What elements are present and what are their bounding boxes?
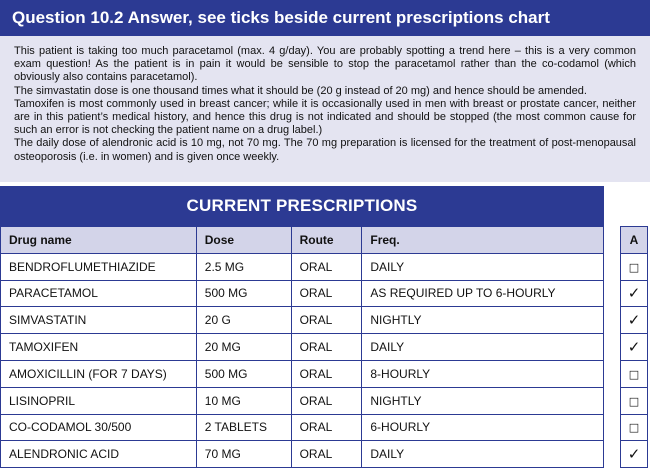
freq-cell: DAILY <box>362 253 604 280</box>
column-header-route: Route <box>291 227 362 254</box>
dose-cell: 500 MG <box>196 360 291 387</box>
table-row <box>1 387 604 414</box>
drug-name-cell: ALENDRONIC ACID <box>1 441 197 468</box>
answer-row <box>621 253 648 280</box>
route-cell: ORAL <box>291 307 362 334</box>
answer-paragraph: The simvastatin dose is one thousand times what it should be (20 g instead of 20 mg) and hence should be amended. <box>14 84 587 97</box>
checkbox-icon: □ <box>628 367 640 381</box>
dose-cell: 10 MG <box>196 387 291 414</box>
route-cell: ORAL <box>291 334 362 361</box>
answer-mark <box>621 360 648 387</box>
drug-name-cell: BENDROFLUMETHIAZIDE <box>1 253 197 280</box>
drug-name-cell: TAMOXIFEN <box>1 334 197 361</box>
answer-row <box>621 280 648 307</box>
question-title: Question 10.2 Answer, see ticks beside current prescriptions chart <box>0 0 650 36</box>
table-row <box>1 253 604 280</box>
route-cell: ORAL <box>291 414 362 441</box>
table-row <box>1 414 604 441</box>
answer-row <box>621 334 648 361</box>
column-header-drug-name: Drug name <box>1 227 197 254</box>
route-cell: ORAL <box>291 280 362 307</box>
checkbox-icon: □ <box>628 260 640 274</box>
freq-cell: NIGHTLY <box>362 387 604 414</box>
answer-mark <box>621 307 648 334</box>
drug-name-cell: CO-CODAMOL 30/500 <box>1 414 197 441</box>
table-row <box>1 334 604 361</box>
freq-cell: AS REQUIRED UP TO 6-HOURLY <box>362 280 604 307</box>
answer-paragraph: Tamoxifen is most commonly used in breast cancer; while it is occasionally used in men with breast or prostate cancer, neither are in this patient’s medical history, and hence this drug is not indicated and should be stopped (the most common cause for such an error is not checking the patient name on a drug label.) <box>14 97 636 137</box>
checkmark-icon: ✓ <box>627 338 641 357</box>
drug-name-cell: AMOXICILLIN (FOR 7 DAYS) <box>1 360 197 387</box>
prescriptions-title: CURRENT PRESCRIPTIONS <box>0 186 604 226</box>
checkbox-icon: □ <box>628 421 640 435</box>
answer-explanation <box>0 36 650 182</box>
freq-cell: NIGHTLY <box>362 307 604 334</box>
checkmark-icon: ✓ <box>627 284 641 303</box>
answer-column-header: A <box>621 227 648 254</box>
answer-row <box>621 307 648 334</box>
column-header-freq: Freq. <box>362 227 604 254</box>
answer-paragraph: This patient is taking too much paracetamol (max. 4 g/day). You are probably spotting a trend here – this is a very common exam question! As the patient is in pain it would be sensible to stop the paracetamol rather than the co-codamol (which obviously also contains paracetamol). <box>14 45 636 84</box>
dose-cell: 70 MG <box>196 441 291 468</box>
route-cell: ORAL <box>291 387 362 414</box>
route-cell: ORAL <box>291 253 362 280</box>
dose-cell: 2.5 MG <box>196 253 291 280</box>
drug-name-cell: PARACETAMOL <box>1 280 197 307</box>
answer-mark <box>621 334 648 361</box>
answer-mark <box>621 387 648 414</box>
dose-cell: 20 MG <box>196 334 291 361</box>
answer-mark <box>621 441 648 468</box>
answer-paragraph: The daily dose of alendronic acid is 10 mg, not 70 mg. The 70 mg preparation is licensed for the treatment of post-menopausal osteoporosis (i.e. in women) and is given once weekly. <box>14 137 636 163</box>
dose-cell: 20 G <box>196 307 291 334</box>
freq-cell: 8-HOURLY <box>362 360 604 387</box>
answer-row <box>621 360 648 387</box>
table-row <box>1 280 604 307</box>
freq-cell: DAILY <box>362 441 604 468</box>
table-row <box>1 360 604 387</box>
drug-name-cell: LISINOPRIL <box>1 387 197 414</box>
answer-mark <box>621 414 648 441</box>
answer-mark <box>621 280 648 307</box>
route-cell: ORAL <box>291 360 362 387</box>
answer-row <box>621 387 648 414</box>
answer-header-row <box>621 227 648 254</box>
checkmark-icon: ✓ <box>627 445 641 464</box>
drug-name-cell: SIMVASTATIN <box>1 307 197 334</box>
answer-mark <box>621 253 648 280</box>
checkmark-icon: ✓ <box>627 311 641 330</box>
dose-cell: 2 TABLETS <box>196 414 291 441</box>
table-row <box>1 307 604 334</box>
answer-column-table <box>620 226 648 468</box>
dose-cell: 500 MG <box>196 280 291 307</box>
checkbox-icon: □ <box>628 394 640 408</box>
route-cell: ORAL <box>291 441 362 468</box>
answer-row <box>621 414 648 441</box>
prescriptions-table <box>0 226 604 468</box>
table-header-row <box>1 227 604 254</box>
answer-row <box>621 441 648 468</box>
freq-cell: DAILY <box>362 334 604 361</box>
column-header-dose: Dose <box>196 227 291 254</box>
freq-cell: 6-HOURLY <box>362 414 604 441</box>
table-row <box>1 441 604 468</box>
